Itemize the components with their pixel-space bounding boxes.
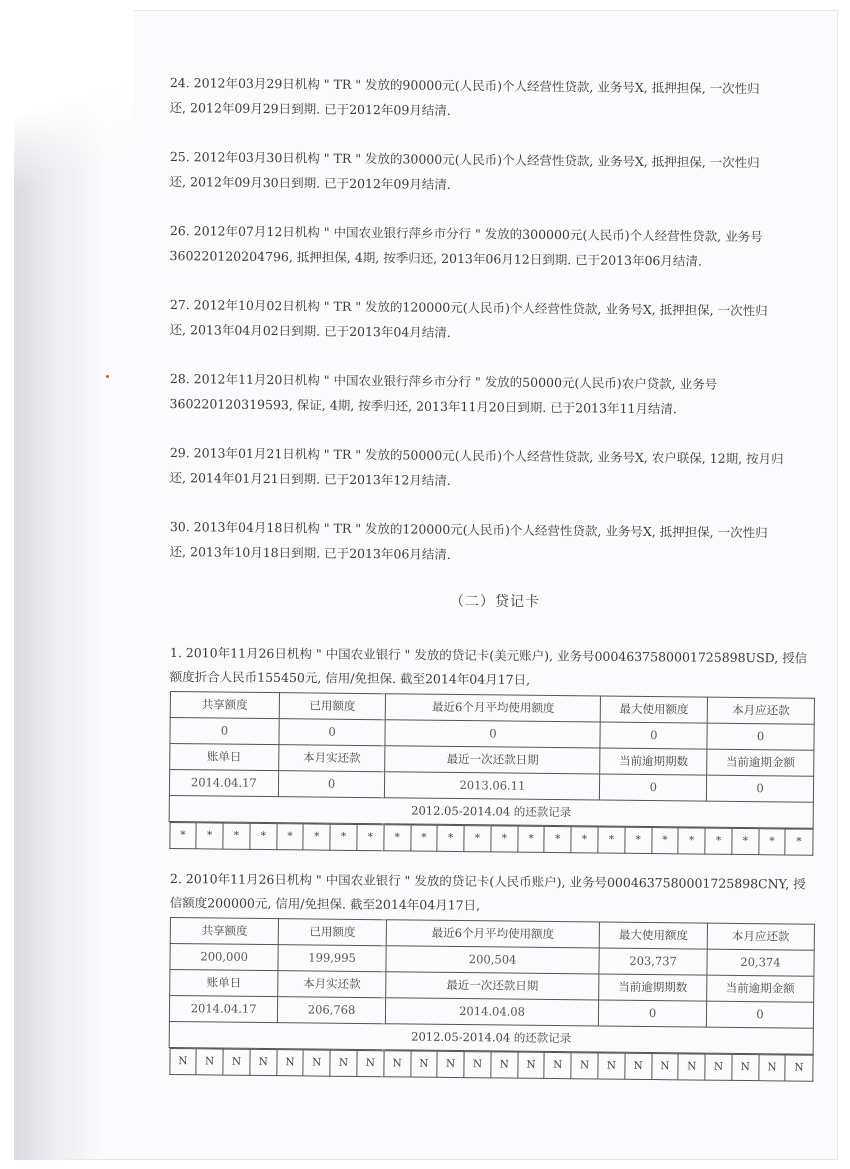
header-cell: 本月实还款 [278, 745, 385, 772]
loan-item [169, 366, 819, 423]
loan-line: 30. 2013年04月18日机构 " TR " 发放的120000元(人民币)个人经营性贷款, 业务号X, 抵押担保, 一次性归 [169, 518, 768, 541]
value-cell: 2013.06.11 [385, 772, 600, 800]
record-mark: N [330, 1050, 357, 1076]
record-mark: N [571, 1053, 598, 1079]
record-mark: N [223, 1049, 250, 1075]
record-mark: * [571, 827, 598, 853]
record-mark: * [625, 827, 652, 853]
record-mark: N [759, 1055, 786, 1081]
record-mark: N [785, 1055, 812, 1081]
section-title: （二）贷记卡 [450, 594, 540, 610]
ink-speck [106, 375, 109, 378]
loan-line: 还, 2013年10月18日到期. 已于2013年06月结清. [169, 543, 451, 562]
record-mark: * [517, 826, 544, 852]
card-line: 额度折合人民币155450元, 信用/免担保. 截至2014年04月17日, [169, 668, 531, 688]
value-cell: 0 [385, 720, 600, 748]
card-line: 2. 2010年11月26日机构 " 中国农业银行 " 发放的贷记卡(人民币账户), 业务号0004637580001725898CNY, 授 [169, 870, 806, 892]
record-mark: * [223, 823, 250, 849]
loan-item [169, 514, 819, 571]
value-cell: 0 [706, 1001, 813, 1028]
record-mark: * [732, 828, 759, 854]
header-cell: 最大使用额度 [599, 922, 707, 949]
record-mark: N [625, 1053, 652, 1079]
repayment-record [169, 822, 813, 856]
record-mark: * [276, 824, 303, 850]
loan-line: 还, 2013年04月02日到期. 已于2013年04月结清. [169, 321, 451, 340]
record-mark: * [651, 828, 678, 854]
header-cell: 已用额度 [279, 693, 386, 720]
record-mark: * [544, 826, 571, 852]
loan-line: 还, 2012年09月29日到期. 已于2012年09月结清. [169, 99, 451, 118]
loan-line: 还, 2012年09月30日到期. 已于2012年09月结清. [169, 173, 451, 192]
record-mark: N [250, 1049, 277, 1075]
header-cell: 账单日 [170, 970, 279, 997]
header-cell: 最近一次还款日期 [385, 972, 599, 1000]
loan-item [169, 292, 819, 349]
record-mark: N [169, 1049, 196, 1075]
header-cell: 账单日 [170, 744, 279, 771]
record-mark: * [437, 825, 464, 851]
record-mark: N [732, 1054, 759, 1080]
credit-card-block [170, 641, 820, 849]
value-cell: 0 [600, 722, 707, 749]
record-mark: N [276, 1050, 303, 1076]
loan-line: 26. 2012年07月12日机构 " 中国农业银行萍乡市分行 " 发放的300000元(人民币)个人经营性贷款, 业务号 [169, 222, 763, 245]
value-cell: 0 [599, 1000, 707, 1027]
loan-line: 29. 2013年01月21日机构 " TR " 发放的50000元(人民币)个人经营性贷款, 业务号X, 农户联保, 12期, 按月归 [169, 444, 784, 467]
record-title: 2012.05-2014.04 的还款记录 [169, 1021, 813, 1054]
value-cell: 0 [170, 718, 279, 745]
header-cell: 本月应还款 [707, 923, 814, 950]
value-cell: 2014.04.17 [169, 770, 278, 797]
loan-item [169, 70, 819, 127]
value-cell: 2014.04.08 [385, 998, 599, 1026]
record-mark: * [785, 829, 812, 855]
header-cell: 当前逾期金额 [707, 749, 814, 776]
header-cell: 共享额度 [170, 692, 279, 719]
header-cell: 最大使用额度 [601, 696, 708, 723]
record-mark: N [196, 1049, 223, 1075]
page-fold [14, 10, 134, 230]
loan-line: 还, 2014年01月21日到期. 已于2013年12月结清. [169, 469, 451, 488]
record-mark: * [357, 824, 384, 850]
value-cell: 0 [707, 723, 814, 750]
header-cell: 已用额度 [279, 919, 387, 946]
loan-item [169, 440, 819, 497]
value-cell: 206,768 [278, 997, 386, 1024]
record-mark: N [678, 1054, 705, 1080]
record-mark: * [250, 823, 277, 849]
loan-line: 25. 2012年03月30日机构 " TR " 发放的30000元(人民币)个人经营性贷款, 业务号X, 抵押担保, 一次性归 [169, 148, 760, 171]
card-table [168, 917, 815, 1082]
header-cell: 本月应还款 [707, 697, 814, 724]
header-cell: 共享额度 [170, 918, 279, 945]
record-mark: N [303, 1050, 330, 1076]
record-mark: * [196, 823, 223, 849]
loan-line: 28. 2012年11月20日机构 " 中国农业银行萍乡市分行 " 发放的50000元(人民币)农户贷款, 业务号 [169, 370, 718, 392]
loan-line: 360220120204796, 抵押担保, 4期, 按季归还, 2013年06月12日到期. 已于2013年06月结清. [169, 247, 702, 269]
record-mark: N [651, 1054, 678, 1080]
header-cell: 最近一次还款日期 [385, 746, 600, 774]
credit-card-block [170, 867, 820, 1075]
value-cell: 200,504 [386, 946, 600, 974]
record-mark: N [598, 1053, 625, 1079]
value-cell: 20,374 [707, 949, 814, 976]
record-mark: N [491, 1052, 518, 1078]
record-mark: * [410, 825, 437, 851]
record-mark: * [303, 824, 330, 850]
card-line: 信额度200000元, 信用/免担保. 截至2014年04月17日, [169, 894, 481, 913]
record-mark: * [759, 829, 786, 855]
value-cell: 203,737 [599, 948, 707, 975]
card-table [168, 691, 815, 856]
loan-item [169, 144, 819, 201]
card-description [170, 867, 820, 921]
record-mark: N [464, 1052, 491, 1078]
record-mark: N [705, 1054, 732, 1080]
record-mark: * [705, 828, 732, 854]
loan-line: 360220120319593, 保证, 4期, 按季归还, 2013年11月20日到期. 已于2013年11月结清. [169, 395, 677, 417]
record-mark: N [517, 1052, 544, 1078]
record-mark: * [491, 826, 518, 852]
record-mark: N [357, 1050, 384, 1076]
header-cell: 当前逾期期数 [600, 748, 707, 775]
value-cell: 200,000 [170, 944, 279, 971]
value-cell: 0 [707, 775, 814, 802]
card-line: 1. 2010年11月26日机构 " 中国农业银行 " 发放的贷记卡(美元账户), 业务号0004637580001725898USD, 授信 [169, 644, 808, 666]
header-cell: 最近6个月平均使用额度 [386, 694, 601, 722]
value-cell: 0 [279, 719, 386, 746]
record-mark: N [544, 1052, 571, 1078]
header-cell: 本月实还款 [278, 971, 386, 998]
loan-item [169, 218, 819, 275]
record-mark: * [598, 827, 625, 853]
header-cell: 当前逾期金额 [706, 975, 813, 1002]
record-mark: * [464, 826, 491, 852]
repayment-record [169, 1048, 813, 1082]
record-title: 2012.05-2014.04 的还款记录 [169, 795, 813, 828]
header-cell: 当前逾期期数 [599, 974, 707, 1001]
loan-line: 27. 2012年10月02日机构 " TR " 发放的120000元(人民币)个人经营性贷款, 业务号X, 抵押担保, 一次性归 [169, 296, 768, 319]
value-cell: 2014.04.17 [169, 996, 278, 1023]
value-cell: 0 [600, 774, 707, 801]
record-mark: N [437, 1051, 464, 1077]
value-cell: 199,995 [278, 945, 386, 972]
record-mark: * [384, 825, 411, 851]
record-mark: * [169, 823, 196, 849]
record-mark: N [410, 1051, 437, 1077]
record-mark: * [678, 828, 705, 854]
report-content [170, 70, 820, 1093]
loan-line: 24. 2012年03月29日机构 " TR " 发放的90000元(人民币)个人经营性贷款, 业务号X, 抵押担保, 一次性归 [169, 74, 760, 97]
value-cell: 0 [278, 771, 385, 798]
card-description [170, 641, 820, 695]
record-mark: N [384, 1051, 411, 1077]
header-cell: 最近6个月平均使用额度 [386, 920, 600, 948]
record-mark: * [330, 824, 357, 850]
